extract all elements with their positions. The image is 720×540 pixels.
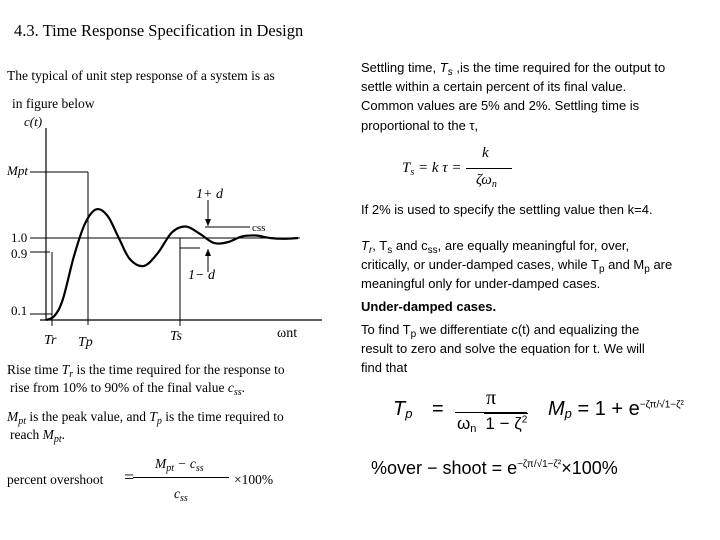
cases-line-3: meaningful only for under-damped cases. [361,276,601,291]
settling-text: Settling time, [361,60,440,75]
tp-formula-t: T [393,398,406,420]
cases-line-2 [361,255,672,275]
tp-formula-lhs [393,398,412,421]
cases-text-3: are [649,257,673,272]
plus-delta-label: 1+ d [196,187,223,202]
overshoot-tail: ×100% [234,472,274,487]
ts-formula-denominator [476,172,497,189]
step-response-chart [0,110,340,360]
cases-text: , are equally meaningful for, over, [437,238,630,253]
peak-line-2 [10,426,65,443]
overshoot-num-m-sub: pt [166,463,175,474]
ts-formula-k: k [482,145,489,161]
intro-line-2: in figure below [12,96,95,111]
ts-subscript: s [447,67,453,78]
rise-time-line-2 [10,379,245,396]
overshoot-num-c: − c [174,456,196,471]
under-damped-heading: Under-damped cases. [361,299,497,314]
mpt-subscript: pt [18,416,27,427]
peak-text-3: reach [10,427,43,442]
ts-symbol: T [439,60,448,75]
mp-formula-exp: −ζπ/√1−ζ² [639,399,684,411]
peak-text: is the peak value, and [26,409,150,424]
overshoot-denominator [174,485,188,502]
ytick-0-1: 0.1 [11,303,28,318]
mp-formula-m: M [548,398,565,420]
tp-formula-eq: = [432,398,444,420]
period: . [241,380,245,395]
tp-den-n: n [470,423,477,435]
ts-formula-zw: ζω [476,172,492,188]
find-tp-sub: p [410,329,417,340]
find-line-3: find that [361,360,408,375]
cases-text-2: critically, or under-damped cases, while T [361,257,599,272]
overshoot-label: percent overshoot [7,472,104,487]
cases-line-1 [361,236,629,256]
ts-formula-lhs [402,160,462,177]
tp-formula-denominator [457,414,528,434]
mp-sub: p [644,264,650,275]
ts-sym: , T [372,238,388,253]
peak-line-1 [7,408,284,425]
rise-time-text-2: is the time required for the response to [73,362,285,377]
css-symbol: c [227,380,234,395]
tp-den-rest: 1 − ζ [485,414,522,433]
tp-den-w: ω [457,414,471,433]
ytick-1-0: 1.0 [11,230,28,245]
tp-den-sqrt [484,413,528,433]
overshoot-num-m: M [155,456,167,471]
overshoot-num-c-sub: ss [195,463,204,474]
po-formula-tail: ×100% [561,458,618,478]
css-subscript: ss [233,387,242,398]
tr-subscript: r [69,369,74,380]
tp-formula-sub: p [405,406,413,421]
find-line-2: result to zero and solve the equation for t. We will [361,341,645,356]
tr-symbol: T [61,362,70,377]
xtick-tr: Tr [44,333,57,348]
two-percent-note: If 2% is used to specify the settling value then k=4. [361,202,653,217]
css-label: css [252,222,266,234]
mp-formula-sub: p [564,406,572,421]
ts-formula-numerator [482,145,489,162]
tr-sym: T [361,238,369,253]
po-formula [371,458,618,479]
xtick-tp: Tp [78,335,93,350]
settling-line-4: proportional to the τ, [361,118,479,133]
settling-line-2: settle within a certain percent of its final value. [361,79,627,94]
overshoot-numerator [155,455,204,472]
ts-formula-t: T [402,160,411,176]
ytick-0-9: 0.9 [11,246,28,261]
ts-formula-mid: = k τ = [414,160,462,176]
period-2: . [61,427,66,442]
ts-sub: s [387,245,393,256]
overshoot-den-sub: ss [180,493,188,504]
xtick-ts: Ts [170,329,182,344]
css-sub: ss [427,245,438,256]
mpt-symbol: M [7,409,19,424]
tp-sub: p [598,264,605,275]
overshoot-equals: = [124,467,135,487]
find-text-2: we differentiate c(t) and equalizing the [416,322,640,337]
settling-line-1 [361,58,665,78]
page-title: 4.3. Time Response Specification in Design [14,21,304,40]
ts-fraction-line [466,168,512,169]
find-text: To find T [361,322,411,337]
po-formula-lhs: %over − shoot = e [371,458,518,478]
po-formula-exp: −ζπ/√1−ζ² [517,459,562,470]
tp-symbol: T [149,409,157,424]
tr-sub: r [368,245,373,256]
y-axis-label: c(t) [24,114,43,129]
rise-time-line-1 [7,361,285,378]
tp-den-exp: 2 [521,414,528,426]
ytick-mpt: Mpt [7,163,28,178]
ts-formula-n: n [491,179,497,190]
mp-sym: and M [604,257,645,272]
mpt-subscript-2: pt [53,434,62,445]
tp-formula-numerator: π [486,387,497,409]
intro-line-1: The typical of unit step response of a system is as [7,68,275,83]
minus-delta-label: 1− d [188,268,215,283]
overshoot-den-c: c [174,486,180,501]
mp-formula-rhs: = 1 + e [571,398,640,420]
mpt-symbol-2: M [42,427,54,442]
rise-time-text-3: rise from 10% to 90% of the final value [10,380,228,395]
rise-time-text: Rise time [7,362,62,377]
find-line-1 [361,320,639,340]
lower-band-arrowhead [205,249,211,256]
mp-formula [548,398,684,421]
overshoot-fraction-line [133,477,229,478]
peak-text-2: is the time required to [161,409,284,424]
upper-band-arrowhead [205,219,211,226]
settling-line-3: Common values are 5% and 2%. Settling time is [361,98,640,113]
settling-text-2: ,is the time required for the output to [452,60,666,75]
x-axis-label: ωnt [277,326,298,341]
css-sym: and c [392,238,428,253]
tp-subscript: p [156,416,162,427]
ts-formula-sub: s [410,167,415,178]
